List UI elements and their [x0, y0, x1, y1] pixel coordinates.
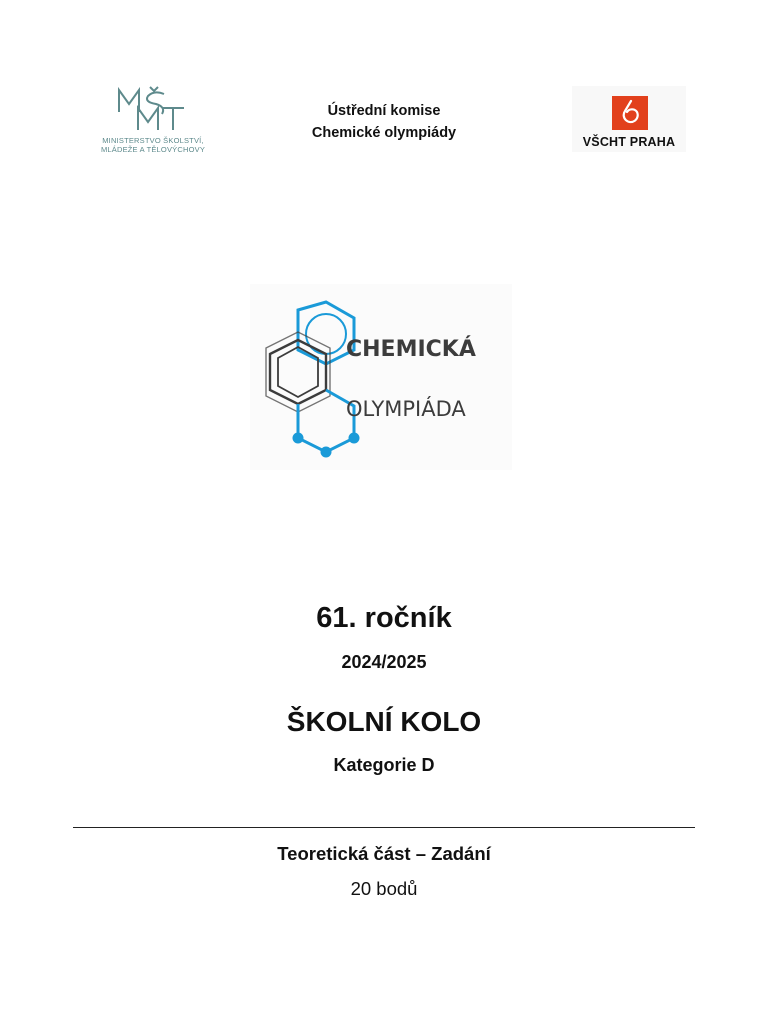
divider: [73, 827, 695, 828]
category-label: Kategorie D: [333, 755, 435, 775]
commission-line2: Chemické olympiády: [311, 125, 457, 141]
points-label: 20 bodů: [350, 878, 418, 899]
ministry-logo: [78, 86, 231, 158]
vscht-logo: [572, 86, 686, 152]
edition-title: 61. ročník: [316, 602, 452, 634]
ministry-name-line2: MLÁDEŽE A TĚLOVÝCHOVY: [100, 145, 206, 154]
msmt-mark-icon: [78, 86, 231, 136]
molecule-icon: [250, 284, 512, 470]
olympiad-logo-line1: CHEMICKÁ: [346, 337, 476, 362]
round-title: ŠKOLNÍ KOLO: [286, 706, 482, 737]
msmt-mark-text: MŠMT: [228, 86, 231, 87]
part-title: Teoretická část – Zadání: [277, 843, 491, 864]
ministry-name-line1: MINISTERSTVO ŠKOLSTVÍ,: [102, 136, 204, 145]
commission-line1: Ústřední komise: [327, 103, 441, 119]
chemical-olympiad-logo: [250, 284, 512, 470]
commission-heading: [274, 100, 494, 144]
school-year: 2024/2025: [341, 652, 427, 672]
olympiad-logo-line2: OLYMPIÁDA: [346, 397, 466, 421]
vscht-name: VŠCHT PRAHA: [582, 135, 676, 149]
vscht-drop-icon: [612, 96, 648, 130]
